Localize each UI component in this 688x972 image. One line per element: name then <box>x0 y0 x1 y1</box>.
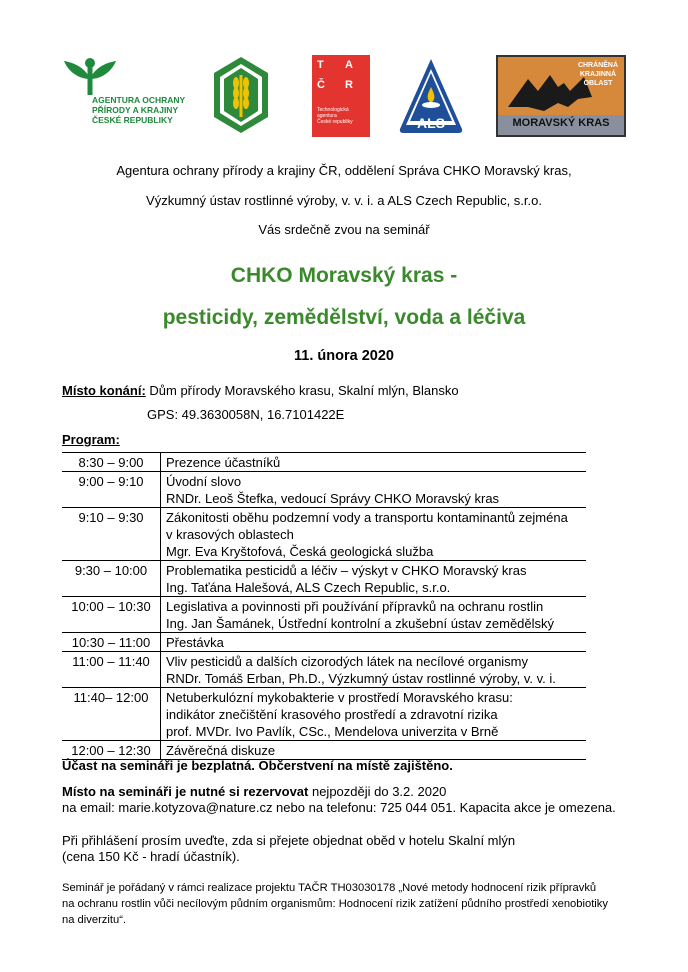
footer-line: na diverzitu“. <box>62 914 127 926</box>
program-line: Ing. Jan Šamánek, Ústřední kontrolní a zkušební ústav zemědělský <box>166 616 555 631</box>
aopk-emblem-icon <box>60 57 120 97</box>
program-line: RNDr. Tomáš Erban, Ph.D., Výzkumný ústav rostlinné výroby, v. v. i. <box>166 671 556 686</box>
program-line: v krasových oblastech <box>166 527 294 542</box>
program-line: Úvodní slovo <box>166 474 242 489</box>
chko-text-line: CHRÁNĚNÁ <box>577 62 618 69</box>
tacr-text-line: Technologická <box>317 107 349 113</box>
als-text: ALS <box>417 115 445 131</box>
als-logo <box>396 55 466 140</box>
logo-strip <box>58 55 650 140</box>
program-time: 10:00 – 10:30 <box>62 597 161 633</box>
program-description <box>161 741 587 760</box>
reservation-deadline: nejpozději do 3.2. 2020 <box>308 784 447 799</box>
program-time: 11:00 – 11:40 <box>62 652 161 688</box>
program-line: Legislativa a povinnosti při používání přípravků na ochranu rostlin <box>166 599 544 614</box>
chko-text-line: OBLAST <box>583 80 613 87</box>
program-line: Ing. Taťána Halešová, ALS Czech Republic, s.r.o. <box>166 580 451 595</box>
program-line: Netuberkulózní mykobakterie v prostředí Moravského krasu: <box>166 690 513 705</box>
program-row <box>62 741 586 760</box>
program-description <box>161 597 587 633</box>
program-description <box>161 652 587 688</box>
tacr-text-line: České republiky <box>317 119 353 125</box>
program-label: Program: <box>62 432 120 447</box>
aopk-text-line: PŘÍRODY A KRAJINY <box>92 105 179 115</box>
program-row <box>62 508 586 561</box>
tacr-letter: R <box>345 79 353 91</box>
seminar-title-line-1: CHKO Moravský kras - <box>230 264 458 287</box>
footer-line: Seminář je pořádaný v rámci realizace projektu TAČR TH03030178 „Nové metody hodnocení rizik přípravků <box>62 882 597 894</box>
program-row <box>62 633 586 652</box>
program-line: Přestávka <box>166 635 224 650</box>
program-description <box>161 561 587 597</box>
program-time: 9:00 – 9:10 <box>62 472 161 508</box>
program-description <box>161 508 587 561</box>
program-row <box>62 688 586 741</box>
venue-gps: GPS: 49.3630058N, 16.7101422E <box>147 407 345 422</box>
project-footer <box>62 880 608 928</box>
program-description <box>161 453 587 472</box>
reservation-bold: Místo na semináři je nutné si rezervovat <box>62 784 309 799</box>
program-line: Zákonitosti oběhu podzemní vody a transportu kontaminantů zejména <box>166 510 568 525</box>
tacr-letter: T <box>317 59 324 71</box>
lunch-line-1: Při přihlášení prosím uveďte, zda si přejete objednat oběd v hotelu Skalní mlýn <box>62 833 516 848</box>
program-row <box>62 597 586 633</box>
tacr-text-line: agentura <box>317 113 337 119</box>
program-time: 8:30 – 9:00 <box>62 453 161 472</box>
program-row <box>62 561 586 597</box>
vurv-logo <box>211 55 271 140</box>
tacr-letter: A <box>345 59 353 71</box>
chko-moravsky-kras-logo <box>496 55 626 137</box>
chko-text-line: KRAJINNÁ <box>579 71 617 78</box>
aopk-text-line: AGENTURA OCHRANY <box>92 95 186 105</box>
footer-line: na ochranu rostlin vůči necílovým půdním organismům: Hodnocení rizik zatížení půdního prostředí xenobiotiky <box>62 898 608 910</box>
program-time: 10:30 – 11:00 <box>62 633 161 652</box>
program-description <box>161 633 587 652</box>
aopk-logo <box>58 55 198 140</box>
intro-line-1: Agentura ochrany přírody a krajiny ČR, oddělení Správa CHKO Moravský kras, <box>116 163 572 178</box>
program-line: Mgr. Eva Kryštofová, Česká geologická služba <box>166 544 434 559</box>
tacr-logo <box>312 55 370 137</box>
wheat-hexagon-icon <box>211 55 271 137</box>
program-time: 11:40– 12:00 <box>62 688 161 741</box>
free-entry-note: Účast na semináři je bezplatná. Občerstvení na místě zajištěno. <box>62 758 453 773</box>
intro-line-3: Vás srdečně zvou na seminář <box>258 222 430 237</box>
program-line: Prezence účastníků <box>166 455 281 470</box>
seminar-date: 11. února 2020 <box>294 348 394 364</box>
program-line: Vliv pesticidů a dalších cizorodých látek na necílové organismy <box>166 654 529 669</box>
program-row <box>62 453 586 472</box>
tacr-letter: Č <box>317 79 325 91</box>
program-line: RNDr. Leoš Štefka, vedoucí Správy CHKO Moravský kras <box>166 491 500 506</box>
venue-value: Dům přírody Moravského krasu, Skalní mlýn, Blansko <box>145 383 459 398</box>
program-line: Problematika pesticidů a léčiv – výskyt v CHKO Moravský kras <box>166 563 527 578</box>
venue-line <box>62 383 459 398</box>
program-line: indikátor znečištění krasového prostředí a zdravotní rizika <box>166 707 498 722</box>
lunch-line-2: (cena 150 Kč - hradí účastník). <box>62 849 240 864</box>
program-description <box>161 688 587 741</box>
program-table <box>62 452 586 760</box>
aopk-text-line: ČESKÉ REPUBLIKY <box>92 115 173 125</box>
reservation-line <box>62 784 446 799</box>
program-line: prof. MVDr. Ivo Pavlík, CSc., Mendelova univerzita v Brně <box>166 724 499 739</box>
program-time: 9:10 – 9:30 <box>62 508 161 561</box>
seminar-title-line-2: pesticidy, zemědělství, voda a léčiva <box>162 306 526 329</box>
venue-label: Místo konání: <box>62 383 146 398</box>
contact-line: na email: marie.kotyzova@nature.cz nebo na telefonu: 725 044 051. Kapacita akce je omezena. <box>62 800 616 815</box>
program-line: Závěrečná diskuze <box>166 743 276 758</box>
chko-name: MORAVSKÝ KRAS <box>512 117 610 129</box>
program-row <box>62 472 586 508</box>
program-row <box>62 652 586 688</box>
program-time: 12:00 – 12:30 <box>62 741 161 760</box>
program-time: 9:30 – 10:00 <box>62 561 161 597</box>
intro-line-2: Výzkumný ústav rostlinné výroby, v. v. i. a ALS Czech Republic, s.r.o. <box>146 193 542 208</box>
program-description <box>161 472 587 508</box>
